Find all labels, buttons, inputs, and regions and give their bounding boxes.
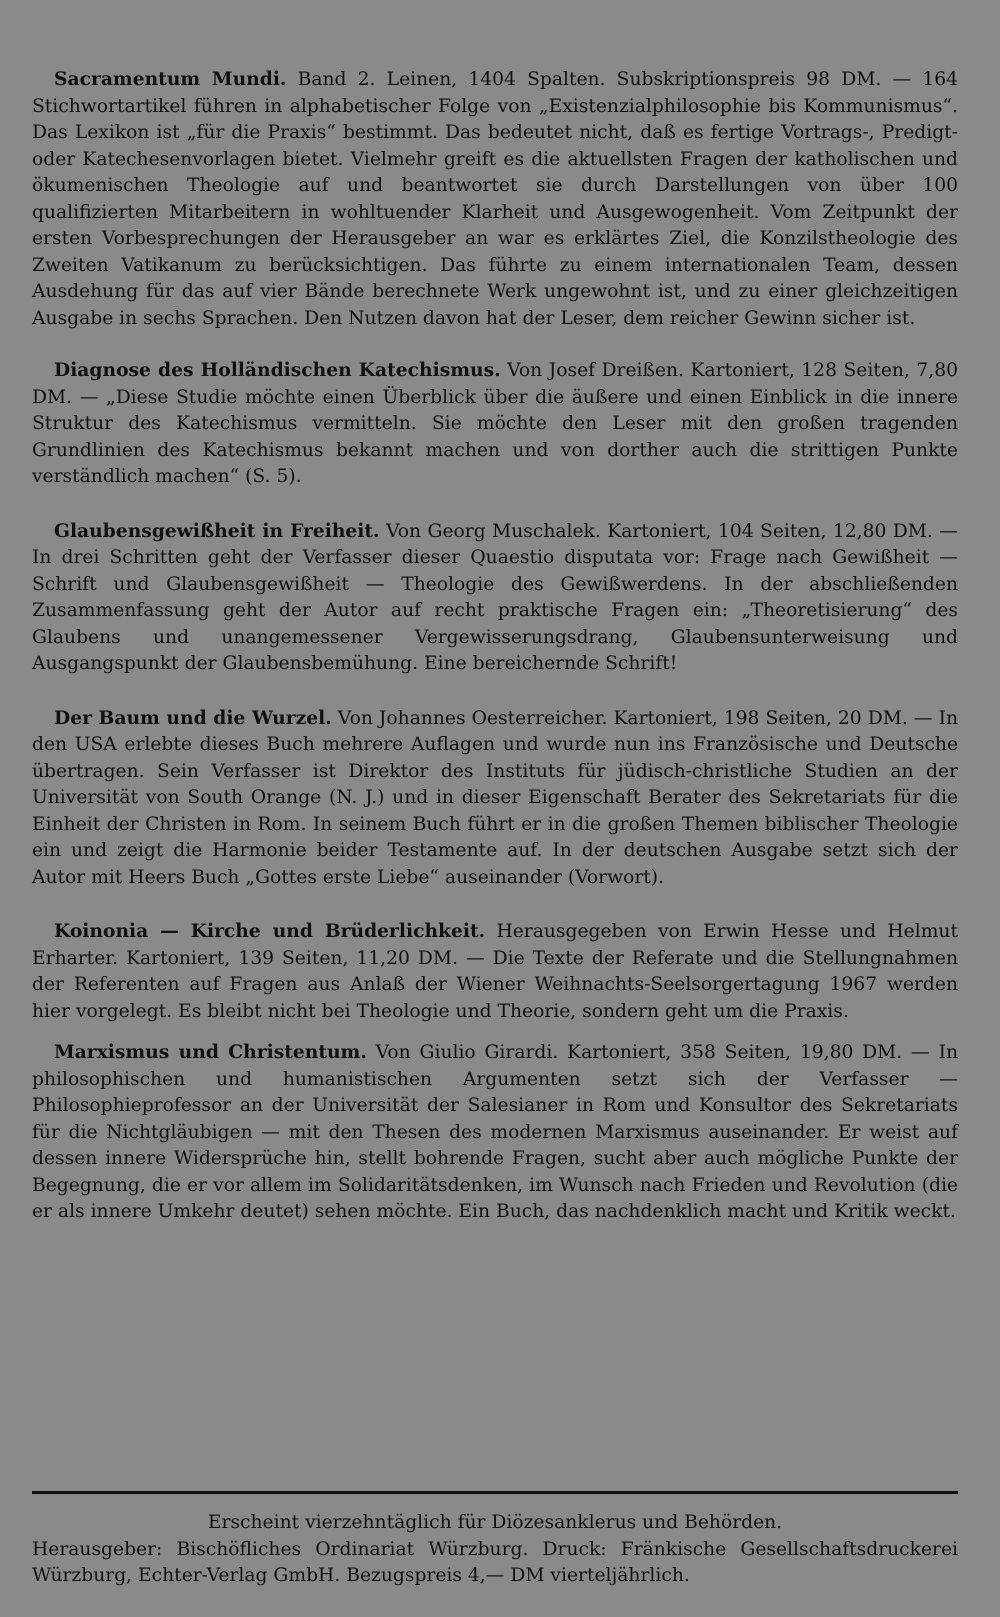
book-entry-koinonia — [32, 918, 958, 1025]
book-entry-glaubensgewissheit — [32, 518, 958, 678]
book-title: Koinonia — Kirche und Brüderlichkeit. — [54, 920, 486, 942]
book-title: Diagnose des Holländischen Katechismus. — [54, 359, 501, 381]
book-title: Glaubensgewißheit in Freiheit. — [54, 519, 380, 542]
footer-publisher-info: Herausgeber: Bischöfliches Ordinariat Würzburg. Druck: Fränkische Gesellschaftsdruckerei Würzburg, Echter-Verlag GmbH. Bezugspreis 4,— DM vierteljährlich. — [32, 1538, 958, 1586]
book-entry-diagnose-katechismus — [32, 357, 958, 491]
book-description: Herausgegeben von Erwin Hesse und Helmut Erharter. Kartoniert, 139 Seiten, 11,20 DM. — Die Texte der Referate und die Stellungnahmen der Referenten auf Fragen aus Anlaß der Wiener Weihnachts-Seelsorgertagung 1967 werden hier vorgelegt. Es bleibt nicht bei Theologie und Theorie, sondern geht um die Praxis. — [32, 921, 958, 1022]
footer-publication-note: Erscheint vierzehntäglich für Diözesanklerus und Behörden. — [207, 1512, 783, 1533]
book-description: Von Georg Muschalek. Kartoniert, 104 Seiten, 12,80 DM. — In drei Schritten geht der Verfasser dieser Quaestio disputata vor: Frage nach Gewißheit — Schrift und Glaubensgewißheit — Theologie des Gewißwerdens. In der abschließenden Zusammenfassung geht der Autor auf recht praktische Fragen ein: „Theoretisierung“ des Glaubens und unangemessener Vergewisserungsdrang, Glaubensunterweisung und Ausgangspunkt der Glaubensbemühung. Eine bereichernde Schrift! — [32, 520, 958, 674]
footer-divider — [32, 1491, 958, 1494]
book-review-list — [32, 66, 958, 1226]
book-entry-baum-und-wurzel — [32, 705, 958, 892]
book-description: Band 2. Leinen, 1404 Spalten. Subskriptionspreis 98 DM. — 164 Stichwortartikel führen in alphabetischer Folge von „Existenzialphilosophie bis Kommunismus“. Das Lexikon ist „für die Praxis“ bestimmt. Das bedeutet nicht, daß es fertige Vortrags-, Predigt- oder Katechesenvorlagen bietet. Vielmehr greift es die aktuellsten Fragen der katholischen und ökumenischen Theologie auf und beantwortet sie durch Darstellungen von über 100 qualifizierten Mitarbeitern in wohltuender Klarheit und Ausgewogenheit. Vom Zeitpunkt der ersten Vorbesprechungen der Herausgeber an war es erklärtes Ziel, die Konzilstheologie des Zweiten Vatikanum zu berücksichtigen. Das führte zu einem internationalen Team, dessen Ausdehung für das auf vier Bände berechnete Werk ungewohnt ist, und zu einer gleichzeitigen Ausgabe in sechs Sprachen. Den Nutzen davon hat der Leser, dem reicher Gewinn sicher ist. — [32, 69, 958, 329]
book-title: Marxismus und Christentum. — [54, 1041, 367, 1063]
book-title: Sacramentum Mundi. — [54, 68, 287, 90]
book-description: Von Josef Dreißen. Kartoniert, 128 Seiten, 7,80 DM. — „Diese Studie möchte einen Überblick über die äußere und einen Einblick in die innere Struktur des Katechismus vermitteln. Sie möchte den Leser mit den großen tragenden Grundlinien des Katechismus bekannt machen und von dorther auch die strittigen Punkte verständlich machen“ (S. 5). — [32, 360, 958, 487]
book-description: Von Johannes Oesterreicher. Kartoniert, 198 Seiten, 20 DM. — In den USA erlebte dieses Buch mehrere Auflagen und wurde nun ins Französische und Deutsche übertragen. Sein Verfasser ist Direktor des Instituts für jüdisch-christliche Studien an der Universität von South Orange (N. J.) und in dieser Eigenschaft Berater des Sekretariats für die Einheit der Christen in Rom. In seinem Buch führt er in die großen Themen biblischer Theologie ein und zeigt die Harmonie beider Testamente auf. In der deutschen Ausgabe setzt sich der Autor mit Heers Buch „Gottes erste Liebe“ auseinander (Vorwort). — [32, 707, 959, 888]
book-entry-sacramentum-mundi — [32, 66, 958, 332]
publication-footer — [32, 1491, 958, 1590]
book-entry-marxismus-christentum — [32, 1039, 958, 1226]
book-title: Der Baum und die Wurzel. — [54, 706, 332, 729]
book-description: Von Giulio Girardi. Kartoniert, 358 Seiten, 19,80 DM. — In philosophischen und humanistischen Argumenten setzt sich der Verfasser — Philosophieprofessor an der Universität der Salesianer in Rom und Konsultor des Sekretariats für die Nichtgläubigen — mit den Thesen des modernen Marxismus auseinander. Er weist auf dessen innere Widersprüche hin, stellt bohrende Fragen, sucht aber auch mögliche Punkte der Begegnung, die er vor allem im Solidaritätsdenken, im Wunsch nach Frieden und Revolution (die er als innere Umkehr deutet) sehen möchte. Ein Buch, das nachdenklich macht und Kritik weckt. — [32, 1042, 958, 1222]
